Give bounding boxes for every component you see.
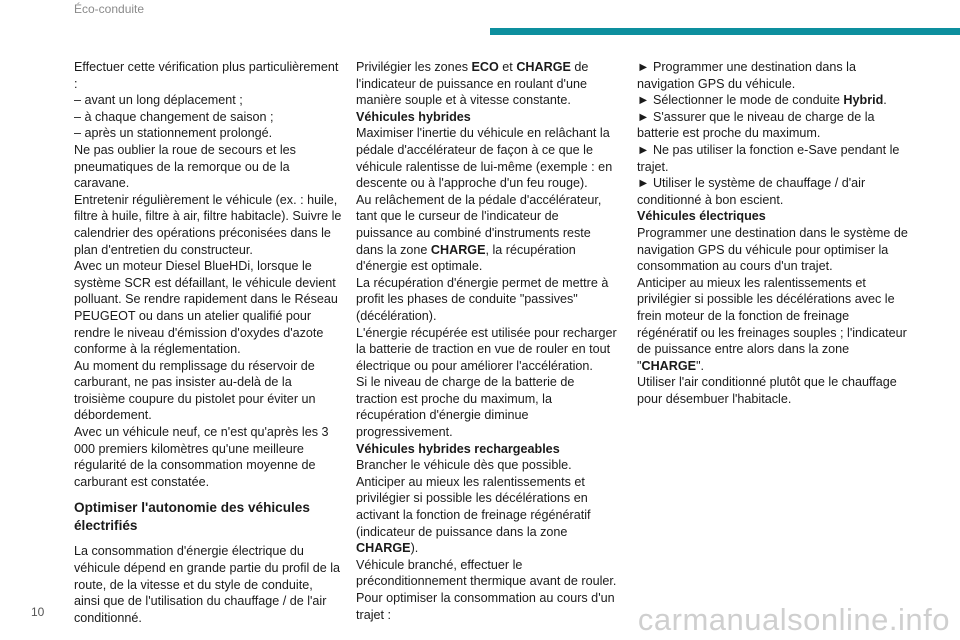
- charge-zone-label: CHARGE: [430, 242, 486, 257]
- section-accent-bar: [490, 28, 960, 35]
- text-column-3: [637, 59, 909, 407]
- hybrid-vehicles-heading: Véhicules hybrides: [356, 109, 471, 124]
- hybrid-vehicles-text: Maximiser l'inertie du véhicule en relâchant la pédale d'accélérateur de façon à ce que le véhicule ralentisse de lui-même (exemple : en descente ou à l'approche d'un feu rouge). Au relâchement de la pédale d'accélérateur, tant que le curseur de l'indicateur de puissance au combiné d'instruments reste dans la zone CHARGE, la récupération d'énergie est optimale. La récupération d'énergie permet de mettre à profit les phases de conduite "passives" (décélération). L'énergie récupérée est utilisée pour recharger la batterie de traction en vue de rouler en tout électrique ou pour améliorer l'accélération. Si le niveau de charge de la batterie de traction est proche du maximum, la récupération d'énergie diminue progressivement.: [356, 126, 617, 440]
- section-title: Éco-conduite: [74, 2, 145, 16]
- plugin-hybrid-heading: Véhicules hybrides rechargeables: [356, 441, 560, 456]
- plugin-hybrid-text: Brancher le véhicule dès que possible. Anticiper au mieux les ralentissements et privilégier si possible les décélérations en activant la fonction de freinage régénératif (indicateur de puissance dans la zone CHARGE). Véhicule branché, effectuer le préconditionnement thermique avant de rouler. Pour optimiser la consommation au cours d'un trajet :: [356, 458, 617, 622]
- plugin-hybrid-steps: ► Programmer une destination dans la navigation GPS du véhicule. ► Sélectionner le mode de conduite Hybrid. ► S'assurer que le niveau de charge de la batterie est proche du maximum. ► Ne pas utiliser la fonction e-Save pendant le trajet. ► Utiliser le système de chauffage / d'air conditionné à bon escient.: [637, 60, 900, 207]
- hybrid-mode-label: Hybrid: [843, 93, 884, 108]
- electric-vehicles-text: Programmer une destination dans le système de navigation GPS du véhicule pour optimiser la consommation au cours d'un trajet. Anticiper au mieux les ralentissements et privilégier si possible les décélérations avec le frein moteur de la fonction de freinage régénératif ou les freinages souples ; l'indicateur de puissance entre alors dans la zone "CHARGE". Utiliser l'air conditionné plutôt que le chauffage pour désembuer l'habitacle.: [637, 225, 908, 406]
- electric-vehicles-heading: Véhicules électriques: [637, 209, 766, 224]
- page-number: 10: [31, 605, 45, 619]
- site-watermark: carmanualsonline.info: [637, 602, 950, 637]
- col1-paragraph-2: La consommation d'énergie électrique du véhicule dépend en grande partie du profil de la route, de la vitesse et du style de conduite, ainsi que de l'utilisation du chauffage / de l'air conditionné.: [74, 544, 341, 625]
- charge-zone-label: CHARGE: [516, 60, 571, 74]
- optimize-autonomy-heading: Optimiser l'autonomie des véhicules électrifiés: [74, 500, 310, 534]
- eco-zone-label: ECO: [471, 60, 499, 74]
- text-column-1: [74, 59, 342, 626]
- charge-zone-label: CHARGE: [356, 541, 411, 556]
- text-column-2: [356, 59, 618, 623]
- col2-intro: Privilégier les zones ECO et CHARGE de l'indicateur de puissance en roulant d'une manière souple et à vitesse constante.: [356, 60, 589, 108]
- charge-zone-label: CHARGE: [641, 358, 697, 373]
- col1-paragraph-1: Effectuer cette vérification plus particulièrement : – avant un long déplacement ; – à chaque changement de saison ; – après un stationnement prolongé. Ne pas oublier la roue de secours et les pneumatiques de la remorque ou de la caravane. Entretenir régulièrement le véhicule (ex. : huile, filtre à huile, filtre à air, filtre habitacle). Suivre le calendrier des opérations préconisées dans le plan d'entretien du constructeur. Avec un moteur Diesel BlueHDi, lorsque le système SCR est défaillant, le véhicule devient polluant. Se rendre rapidement dans le Réseau PEUGEOT ou dans un atelier qualifié pour rendre le niveau d'émission d'oxydes d'azote conforme à la réglementation. Au moment du remplissage du réservoir de carburant, ne pas insister au-delà de la troisième coupure du pistolet pour éviter un débordement. Avec un véhicule neuf, ce n'est qu'après les 3 000 premiers kilomètres qu'une meilleure régularité de la consommation moyenne de carburant est constatée.: [74, 60, 342, 489]
